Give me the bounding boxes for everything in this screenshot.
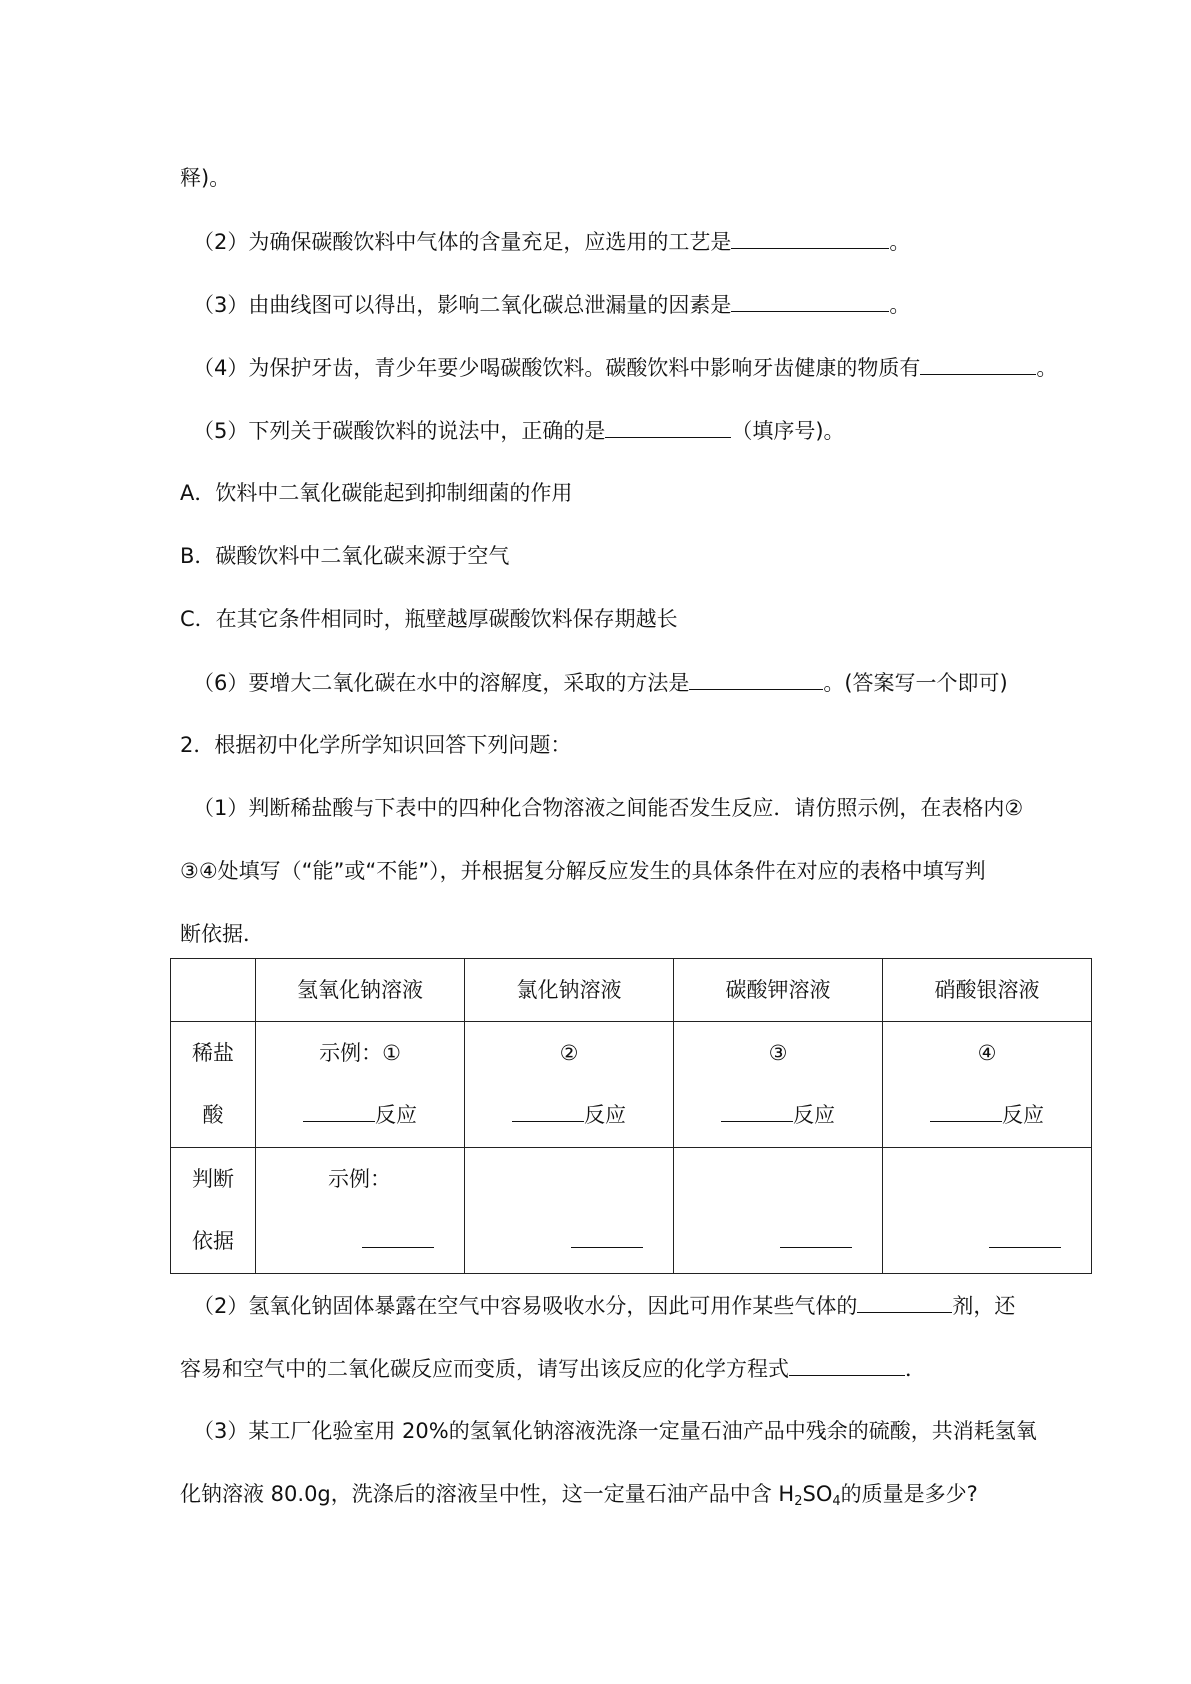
- option-c: [180, 604, 678, 634]
- question-2-3-line-a: [193, 1416, 1037, 1446]
- text: （3）某工厂化验室用 20%的氢氧化钠溶液洗涤一定量石油产品中残余的硫酸，共消耗氢氧: [193, 1419, 1037, 1443]
- option-a: [180, 478, 572, 508]
- question-2-1-line-b: [180, 856, 986, 886]
- question-2-2-line-b: [180, 1353, 926, 1383]
- cell-hcl-nacl: [465, 1022, 674, 1148]
- answer-blank[interactable]: [731, 226, 889, 249]
- row-label-line: 判断: [192, 1167, 234, 1191]
- header-naoh: 氢氧化钠溶液: [256, 959, 465, 1022]
- text: （2）为确保碳酸饮料中气体的含量充足，应选用的工艺是: [193, 230, 732, 254]
- cell-top: [883, 1148, 1091, 1210]
- answer-blank[interactable]: [303, 1099, 375, 1122]
- text: ．: [905, 1357, 926, 1381]
- cell-bottom: [674, 1084, 882, 1146]
- header-nacl: 氯化钠溶液: [465, 959, 674, 1022]
- text: 化钠溶液 80.0g，洗涤后的溶液呈中性，这一定量石油产品中含 H: [180, 1482, 795, 1506]
- cell-basis-k2co3: [674, 1148, 883, 1274]
- text: ③④处填写（“能”或“不能”），并根据复分解反应发生的具体条件在对应的表格中填写判: [180, 859, 986, 883]
- cell-bottom: [465, 1084, 673, 1146]
- answer-blank[interactable]: [512, 1099, 584, 1122]
- text: 反应: [584, 1103, 626, 1127]
- cell-hcl-naoh: [256, 1022, 465, 1148]
- text: 。(答案写一个即可): [823, 671, 1008, 695]
- subscript: 2: [794, 1494, 803, 1509]
- cell-basis-naoh: [256, 1148, 465, 1274]
- question-2-2-line-a: [193, 1290, 1015, 1320]
- question-1-4: [193, 352, 1057, 382]
- cell-basis-nacl: [465, 1148, 674, 1274]
- cell-top: ②: [559, 1041, 579, 1065]
- question-2: [180, 730, 571, 760]
- text: 反应: [375, 1103, 417, 1127]
- answer-blank[interactable]: [721, 1099, 793, 1122]
- text: （6）要增大二氧化碳在水中的溶解度，采取的方法是: [193, 671, 690, 695]
- text: A．饮料中二氧化碳能起到抑制细菌的作用: [180, 481, 573, 505]
- text: 释)。: [180, 166, 231, 190]
- question-1-5: [193, 415, 845, 445]
- table-corner-cell: [171, 959, 256, 1022]
- row-label-line: 稀盐: [192, 1041, 234, 1065]
- reaction-table: [170, 958, 1092, 1274]
- answer-blank[interactable]: [920, 352, 1036, 375]
- table-row-hcl: [171, 1022, 1092, 1148]
- text: 。: [889, 293, 911, 317]
- question-1-3: [193, 289, 910, 319]
- answer-blank[interactable]: [780, 1225, 852, 1248]
- text: （1）判断稀盐酸与下表中的四种化合物溶液之间能否发生反应．请仿照示例，在表格内②: [193, 796, 1024, 820]
- cell-bottom: [883, 1084, 1091, 1146]
- cell-bottom: [674, 1210, 882, 1272]
- question-1-2: [193, 226, 910, 256]
- answer-blank[interactable]: [605, 415, 731, 438]
- row-label-hcl: [171, 1022, 256, 1148]
- row-label-line: 酸: [202, 1103, 224, 1127]
- answer-blank[interactable]: [362, 1225, 434, 1248]
- cell-hcl-k2co3: [674, 1022, 883, 1148]
- cell-hcl-agno3: [883, 1022, 1092, 1148]
- row-label-basis: [171, 1148, 256, 1274]
- answer-blank[interactable]: [571, 1225, 643, 1248]
- answer-blank[interactable]: [789, 1353, 905, 1376]
- text: （3）由曲线图可以得出，影响二氧化碳总泄漏量的因素是: [193, 293, 732, 317]
- cell-top: 示例：①: [319, 1041, 401, 1065]
- table-row-basis: [171, 1148, 1092, 1274]
- row-label-line: 依据: [192, 1229, 234, 1253]
- text: （5）下列关于碳酸饮料的说法中，正确的是: [193, 419, 606, 443]
- text: 的质量是多少?: [840, 1482, 978, 1506]
- cell-top: ④: [977, 1041, 997, 1065]
- text: 断依据．: [180, 922, 264, 946]
- text: SO: [802, 1482, 833, 1506]
- answer-blank[interactable]: [857, 1290, 952, 1313]
- text: C．在其它条件相同时，瓶壁越厚碳酸饮料保存期越长: [180, 607, 678, 631]
- cell-top: [674, 1148, 882, 1210]
- text: 剂，还: [952, 1294, 1016, 1318]
- text: 2．根据初中化学所学知识回答下列问题：: [180, 733, 572, 757]
- text: B．碳酸饮料中二氧化碳来源于空气: [180, 544, 510, 568]
- text: 。: [889, 230, 911, 254]
- question-2-3-line-b: [180, 1479, 978, 1509]
- question-1-6: [193, 667, 1008, 697]
- question-2-1-line-a: [193, 793, 1023, 823]
- answer-blank[interactable]: [689, 667, 823, 690]
- header-agno3: 硝酸银溶液: [883, 959, 1092, 1022]
- cell-top: [465, 1148, 673, 1210]
- question-2-1-line-c: [180, 919, 264, 949]
- cell-bottom: [465, 1210, 673, 1272]
- header-k2co3: 碳酸钾溶液: [674, 959, 883, 1022]
- option-b: [180, 541, 509, 571]
- cell-bottom: [883, 1210, 1091, 1272]
- cell-top: 示例：: [328, 1167, 391, 1191]
- text: （2）氢氧化钠固体暴露在空气中容易吸收水分，因此可用作某些气体的: [193, 1294, 858, 1318]
- cell-bottom: [256, 1210, 464, 1272]
- cell-top: ③: [768, 1041, 788, 1065]
- text: 反应: [793, 1103, 835, 1127]
- table-header-row: [171, 959, 1092, 1022]
- subscript: 4: [832, 1494, 841, 1509]
- text: （4）为保护牙齿，青少年要少喝碳酸饮料。碳酸饮料中影响牙齿健康的物质有: [193, 356, 921, 380]
- text: 。: [1036, 356, 1058, 380]
- line-1: [180, 163, 230, 193]
- text: （填序号)。: [731, 419, 845, 443]
- cell-basis-agno3: [883, 1148, 1092, 1274]
- text: 容易和空气中的二氧化碳反应而变质，请写出该反应的化学方程式: [180, 1357, 789, 1381]
- cell-bottom: [256, 1084, 464, 1146]
- answer-blank[interactable]: [731, 289, 889, 312]
- text: 反应: [1002, 1103, 1044, 1127]
- answer-blank[interactable]: [989, 1225, 1061, 1248]
- answer-blank[interactable]: [930, 1099, 1002, 1122]
